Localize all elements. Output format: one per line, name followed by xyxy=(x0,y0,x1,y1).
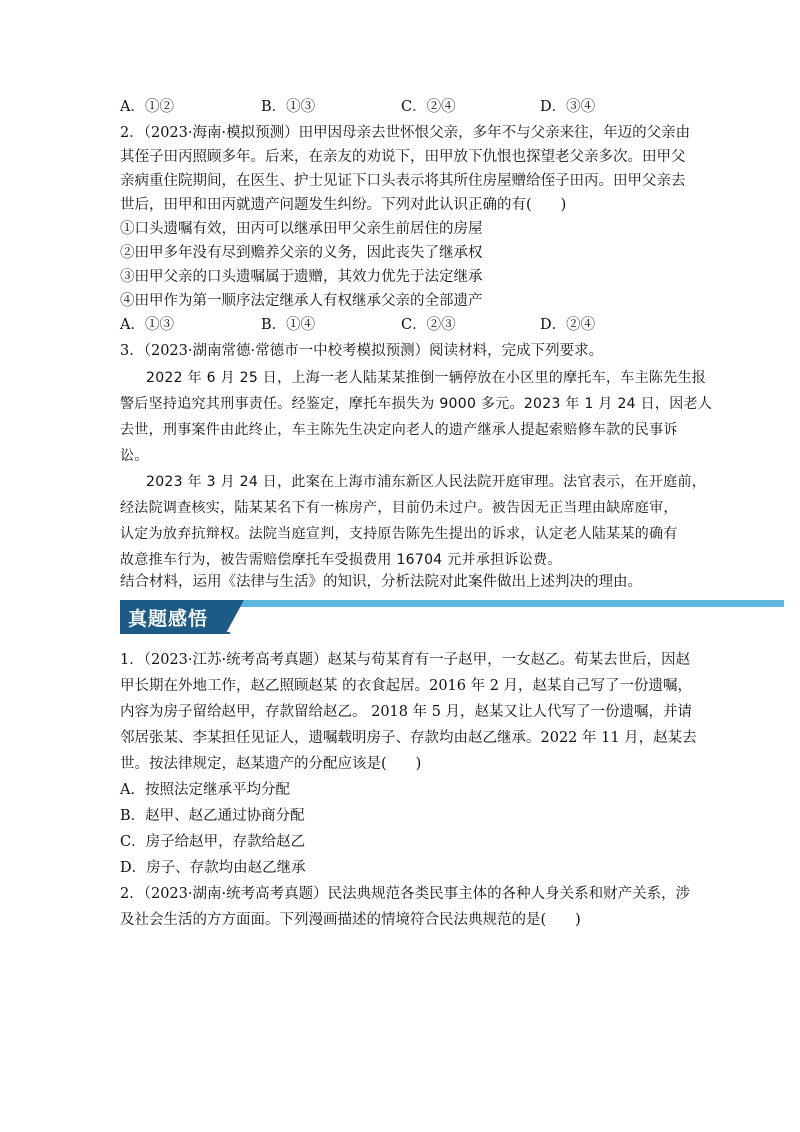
q1-option-b: B．①③ xyxy=(261,99,316,115)
q3-material-line: 讼。 xyxy=(120,448,149,464)
q3-question: 结合材料，运用《法律与生活》的知识，分析法院对此案件做出上述判决的理由。 xyxy=(120,574,642,590)
r1-stem-line: 世。按法律规定，赵某遗产的分配应该是( ) xyxy=(120,756,422,772)
r1-stem-line: 1．（2023·江苏·统考高考真题）赵某与荀某育有一子赵甲，一女赵乙。荀某去世后，因赵 xyxy=(120,652,691,668)
q3-material-line: 2022 年 6 月 25 日，上海一老人陆某某推倒一辆停放在小区里的摩托车，车主陈先生报 xyxy=(146,370,707,386)
q2-stem-line: 世后，田甲和田丙就遗产问题发生纠纷。下列对此认识正确的有( ) xyxy=(120,197,567,213)
r1-stem-line: 内容为房子留给赵甲，存款留给赵乙。 2018 年 5 月，赵某又让人代写了一份遗嘱，并请 xyxy=(120,704,693,720)
q1-option-d: D．③④ xyxy=(540,99,596,115)
q1-options xyxy=(120,97,640,117)
q2-stem-line: 亲病重住院期间，在医生、护士见证下口头表示将其所住房屋赠给侄子田丙。田甲父亲去 xyxy=(120,173,686,189)
q2-option-c: C．②③ xyxy=(401,317,456,333)
section-banner xyxy=(120,600,784,634)
r2-stem-line: 2．（2023·湖南·统考高考真题）民法典规范各类民事主体的各种人身关系和财产关系，涉 xyxy=(120,886,691,902)
r1-stem-line: 邻居张某、李某担任见证人，遗嘱载明房子、存款均由赵乙继承。2022 年 11 月，赵某去 xyxy=(120,730,697,746)
q3-material-line: 认定为放弃抗辩权。法院当庭宣判，支持原告陈先生提出的诉求，认定老人陆某某的确有 xyxy=(120,526,678,542)
r1-stem-line: 甲长期在外地工作，赵乙照顾赵某 的衣食起居。2016 年 2 月，赵某自己写了一份遗嘱， xyxy=(120,678,693,694)
q2-option-a: A．①③ xyxy=(120,317,174,333)
banner-underline xyxy=(120,632,230,634)
q2-option-d: D．②④ xyxy=(540,317,596,333)
q3-material-line: 2023 年 3 月 24 日，此案在上海市浦东新区人民法院开庭审理。法官表示，在开庭前， xyxy=(146,474,707,490)
q3-material-line: 故意推车行为，被告需赔偿摩托车受损费用 16704 元并承担诉讼费。 xyxy=(120,552,562,568)
q2-statement: ④田甲作为第一顺序法定继承人有权继承父亲的全部遗产 xyxy=(120,293,483,309)
q2-option-b: B．①④ xyxy=(261,317,316,333)
q2-statement: ②田甲多年没有尽到赡养父亲的义务，因此丧失了继承权 xyxy=(120,245,483,261)
r1-option-c: C．房子给赵甲，存款给赵乙 xyxy=(120,834,306,850)
q2-statement: ①口头遗嘱有效，田丙可以继承田甲父亲生前居住的房屋 xyxy=(120,221,483,237)
section-title: 真题感悟 xyxy=(128,608,209,630)
q3-material-line: 去世，刑事案件由此终止，车主陈先生决定向老人的遗产继承人提起索赔修车款的民事诉 xyxy=(120,422,678,438)
r1-option-a: A．按照法定继承平均分配 xyxy=(120,782,290,798)
r1-option-b: B．赵甲、赵乙通过协商分配 xyxy=(120,808,305,824)
q3-material-line: 经法院调查核实，陆某某名下有一栋房产，目前仍未过户。被告因无正当理由缺席庭审， xyxy=(120,500,678,516)
q3-stem: 3．（2023·湖南常德·常德市一中校考模拟预测）阅读材料，完成下列要求。 xyxy=(120,343,604,359)
r2-stem-line: 及社会生活的方方面面。下列漫画描述的情境符合民法典规范的是( ) xyxy=(120,912,581,928)
q2-options xyxy=(120,315,640,335)
q3-material-line: 警后坚持追究其刑事责任。经鉴定，摩托车损失为 9000 多元。2023 年 1 月 24 日，因老人 xyxy=(120,396,713,412)
q2-stem-line: 2．（2023·海南·模拟预测）田甲因母亲去世怀恨父亲，多年不与父亲来往，年迈的父亲由 xyxy=(120,125,691,141)
q1-option-a: A．①② xyxy=(120,99,174,115)
q2-statement: ③田甲父亲的口头遗嘱属于遗赠，其效力优先于法定继承 xyxy=(120,269,483,285)
r1-option-d: D．房子、存款均由赵乙继承 xyxy=(120,860,306,876)
q2-stem-line: 其侄子田丙照顾多年。后来，在亲友的劝说下，田甲放下仇恨也探望老父亲多次。田甲父 xyxy=(120,149,686,165)
q1-option-c: C．②④ xyxy=(401,99,456,115)
